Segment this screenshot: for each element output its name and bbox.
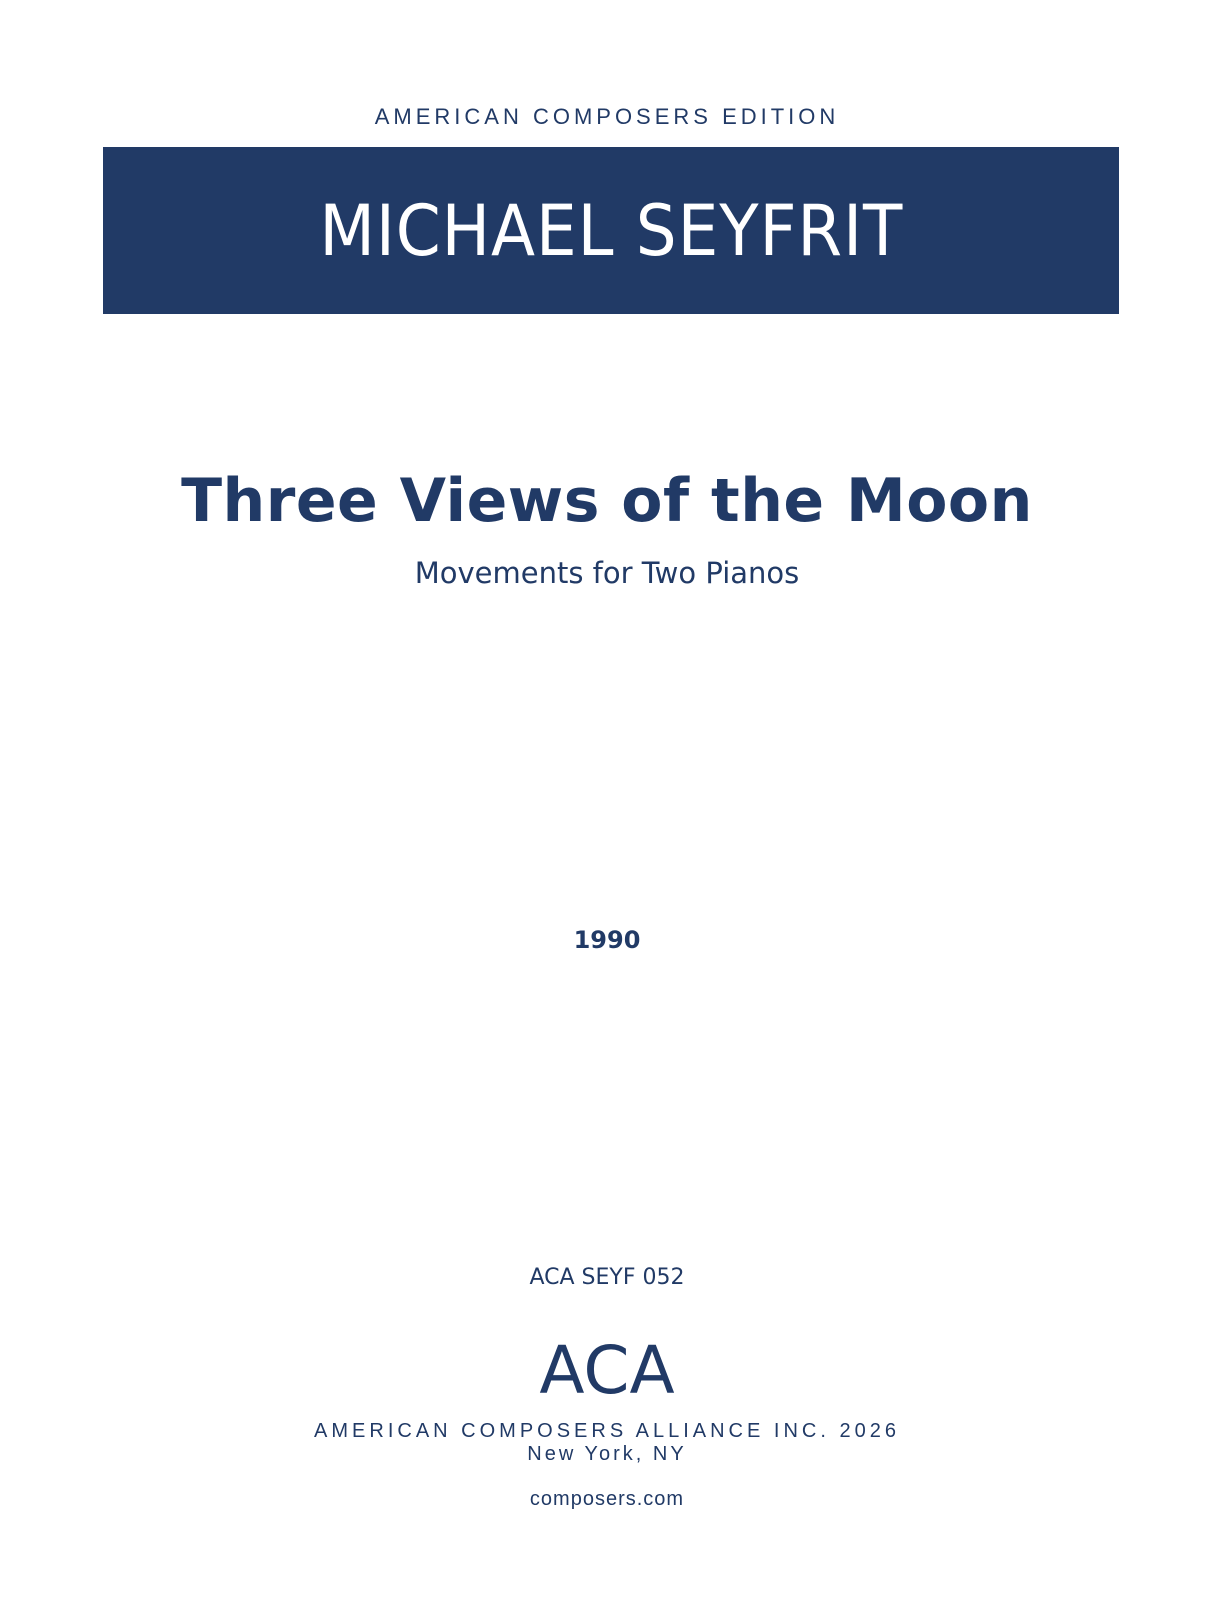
- publisher-city: New York, NY: [527, 1443, 687, 1465]
- composition-year: 1990: [573, 926, 641, 954]
- composer-banner: [103, 147, 1119, 314]
- aca-logo: ACA: [539, 1332, 675, 1409]
- work-title: Three Views of the Moon: [181, 466, 1033, 536]
- composer-name: MICHAEL SEYFRIT: [319, 189, 903, 272]
- catalog-number: ACA SEYF 052: [529, 1265, 685, 1290]
- publisher-website[interactable]: composers.com: [529, 1488, 685, 1510]
- work-subtitle: Movements for Two Pianos: [414, 556, 800, 590]
- publisher-name: AMERICAN COMPOSERS ALLIANCE INC. 2026: [314, 1420, 900, 1442]
- edition-label: AMERICAN COMPOSERS EDITION: [374, 104, 840, 129]
